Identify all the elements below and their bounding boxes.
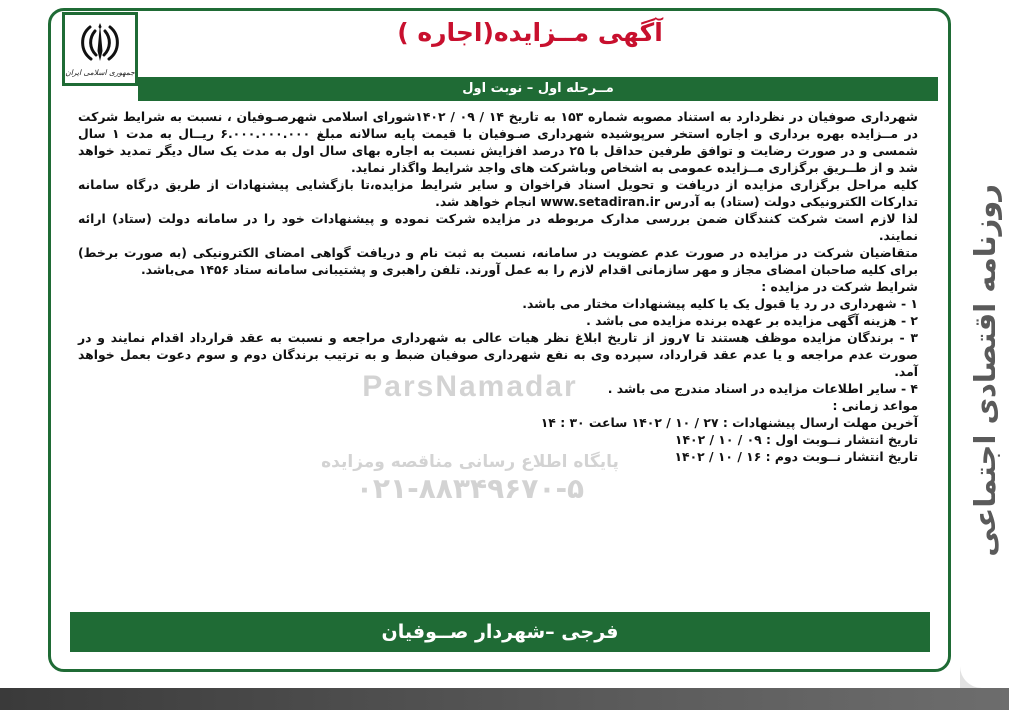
condition-item: ۴ - سایر اطلاعات مزایده در اسناد مندرج می باشد . bbox=[607, 381, 918, 396]
conditions-heading: شرایط شرکت در مزایده : bbox=[761, 279, 918, 294]
deadlines-heading: مواعد زمانی : bbox=[832, 398, 918, 413]
deadline-submission: آخرین مهلت ارسال پیشنهادات : ۲۷ / ۱۰ / ۱۴۰۲ ساعت ۳۰ : ۱۴ bbox=[540, 415, 918, 430]
paragraph-registration: متقاضیان شرکت در مزایده در صورت عدم عضویت در سامانه، نسبت به ثبت نام و دریافت گواهی امضای الکترونیکی (به صورت برخط) برای کلیه صاحبان امضای مجاز و مهر سازمانی اقدام لازم را به عمل آورند. تلفن راهبری و پشتیبانی سامانه ستاد ۱۴۵۶ می‌باشد. bbox=[78, 245, 918, 277]
paragraph-procedure: کلیه مراحل برگزاری مزایده از دریافت و تحویل اسناد فراخوان و سایر شرایط مزایده،تا بازگشایی پیشنهادات از طریق درگاه سامانه تدارکات الکترونیکی دولت (ستاد) به آدرس www.setadiran.ir انجام خواهد شد. bbox=[78, 177, 918, 209]
signature-banner: فرجی –شهردار صــوفیان bbox=[70, 612, 930, 652]
ad-body bbox=[78, 108, 918, 620]
emblem bbox=[62, 12, 138, 86]
emblem-caption: جمهوری اسلامی ایران bbox=[65, 68, 135, 77]
condition-item: ۳ - برندگان مزایده موظف هستند تا ۷روز از تاریخ ابلاغ نظر هیات عالی به شهرداری مراجعه و نسبت به عقد قرارداد اقدام نمایند و در صورت عدم مراجعه و یا عدم عقد قرارداد، سپرده وی به نفع شهرداری صوفیان ضبط و به ترتیب برندگان دوم و سوم دعوت بعمل خواهد آمد. bbox=[78, 330, 918, 379]
stage-banner: مــرحله اول – نوبت اول bbox=[138, 77, 938, 101]
bottom-bar bbox=[0, 688, 1009, 710]
condition-item: ۲ - هزینه آگهی مزایده بر عهده برنده مزایده می باشد . bbox=[586, 313, 918, 328]
ad-title: آگهی مــزایده(اجاره ) bbox=[397, 18, 663, 47]
condition-item: ۱ - شهرداری در رد یا قبول یک یا کلیه پیشنهادات مختار می باشد. bbox=[522, 296, 918, 311]
paragraph-intro: شهرداری صوفیان در نظردارد به استناد مصوبه شماره ۱۵۳ به تاریخ ۱۴ / ۰۹ / ۱۴۰۲شورای اسلامی شهرصـوفیان ، نسبت به شرایط شرکت در مــزایده بهره برداری و اجاره استخر سرپوشیده شهرداری صـوفیان با قیمت پایه سالانه مبلغ ۶.۰۰۰.۰۰۰.۰۰۰ ریــال به مدت ۱ سال شمسی و در صورت رضایت و توافق طرفین حداقل با ۲۵ درصد افزایش نسبت به اجاره بهای سال اول به مدت یک سال دیگر تمدید خواهد شد و از طــریق برگزاری مــزایده عمومی به اشخاص وباشرکت های واجد شرایط واگذار نماید. bbox=[78, 109, 918, 175]
publish-date-second: تاریخ انتشار نــوبت دوم : ۱۶ / ۱۰ / ۱۴۰۲ bbox=[674, 449, 918, 464]
side-banner-text-wrap bbox=[964, 180, 1006, 560]
watermark-subtitle: پایگاه اطلاع رسانی مناقصه ومزایده bbox=[321, 452, 619, 472]
watermark-phone: ۰۲۱-۸۸۳۴۹۶۷۰-۵ bbox=[355, 472, 585, 505]
newspaper-name: روزنامه اقتصادی اجتماعی bbox=[968, 183, 1002, 557]
paragraph-requirement: لذا لازم است شرکت کنندگان ضمن بررسی مدارک مربوطه در مزایده شرکت نموده و پیشنهادات خود را در سامانه دولت (ستاد) ارائه نمایند. bbox=[78, 211, 918, 243]
iran-emblem-icon bbox=[77, 21, 123, 67]
publish-date-first: تاریخ انتشار نــوبت اول : ۰۹ / ۱۰ / ۱۴۰۲ bbox=[674, 432, 918, 447]
watermark-brand: ParsNamadar bbox=[362, 370, 578, 403]
